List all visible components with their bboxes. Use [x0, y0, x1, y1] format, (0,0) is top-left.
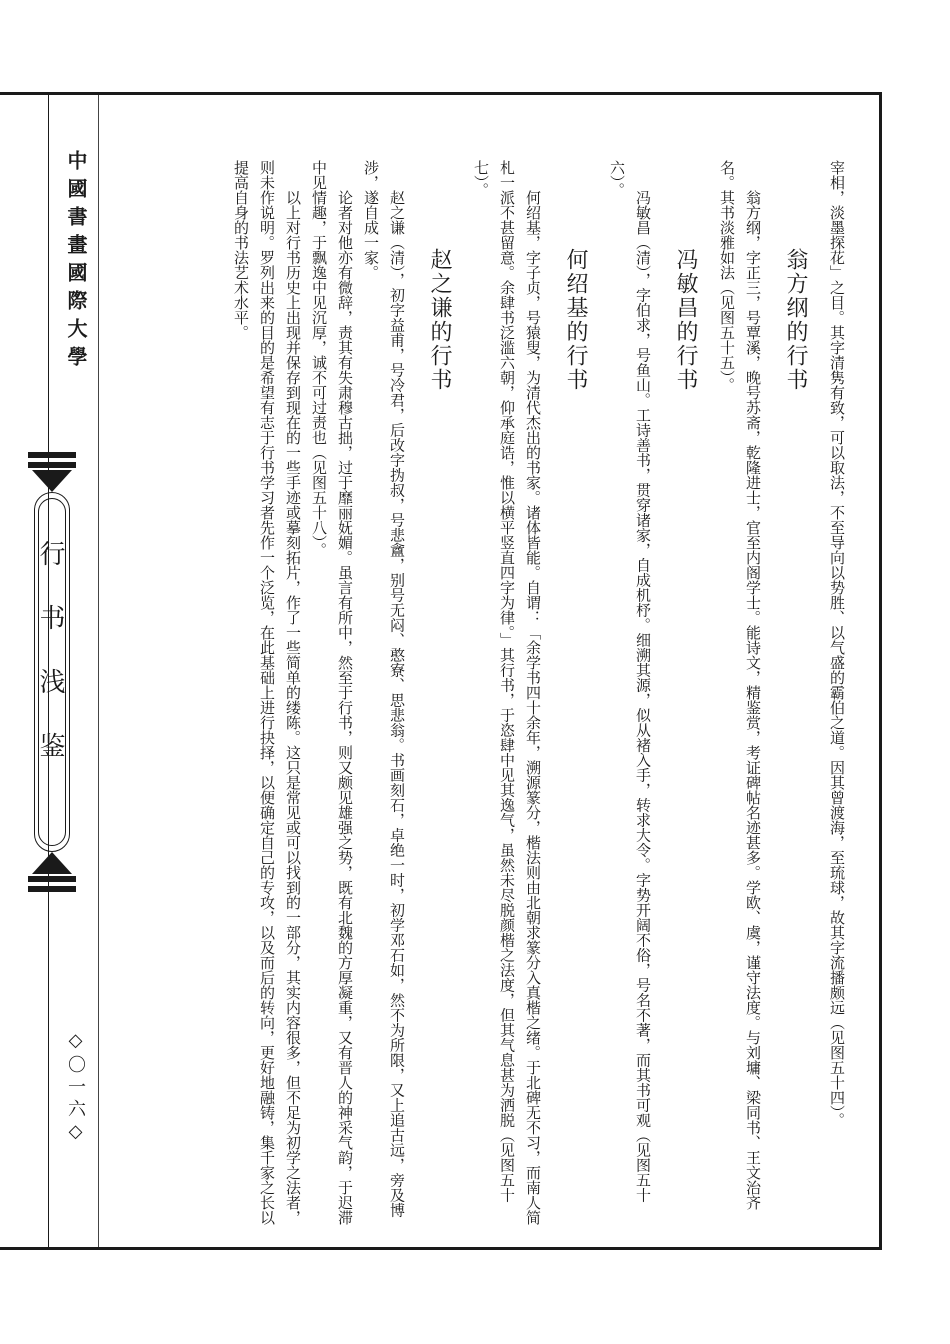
ornament-bar-top-2 — [28, 462, 76, 468]
page-number: ◇〇一六◇ — [65, 1030, 86, 1146]
ornament-bar-bottom-2 — [28, 886, 76, 892]
main-text — [150, 160, 850, 1230]
book-title: 行书浅鉴 — [35, 540, 65, 796]
university-name: 中國書畫國際大學 — [64, 150, 88, 374]
paragraph-continued: 宰相，淡墨探花」之目。其字清隽有致，可以取法，不至导向以势胜、以气盛的霸伯之道。因其曾渡海，至琉球，故其字流播颇远（见图五十四）。 — [828, 160, 846, 1128]
paragraph-he-shaoji: 何绍基，字子贞，号猿叟，为清代杰出的书家。诸体皆能。自谓：「余学书四十余年，溯源篆分，楷法则由北朝求篆分入真楷之绪。于北碑无不习，而南人简札一派不甚留意。余肆书泛滥六朝，仰承庭诰，惟以横平竖直四字为律。」其行书，于恣肆中见其逸气，虽然未尽脱颜楷之法度，但其气息甚为洒脱（见图五十七）。 — [472, 160, 542, 1225]
ornament-bar-bottom — [28, 876, 76, 882]
heading-feng-minchang: 冯敏昌的行书 — [673, 248, 698, 392]
paragraph-weng-fanggang: 翁方纲，字正三，号覃溪，晚号苏斋，乾隆进士，官至内阁学士。能诗文，精鉴赏，考证碑帖名迹甚多。学欧、虞，谨守法度。与刘墉、梁同书、王文治齐名。其书淡雅如法（见图五十五）。 — [718, 160, 762, 1210]
ornament-bar-top — [28, 452, 76, 458]
content-rule — [98, 95, 99, 1247]
heading-weng-fanggang: 翁方纲的行书 — [783, 248, 808, 392]
paragraph-zhao-zhiqian-1: 赵之谦（清），初字益甫，号冷君，后改字㧑叔，号悲盦，别号无闷、憨寮、思悲翁。书画刻石，卓绝一时，初学邓石如，然不为所限，又上追古远，旁及博涉，遂自成一家。 — [362, 160, 406, 1218]
heading-zhao-zhiqian: 赵之谦的行书 — [427, 248, 452, 392]
heading-he-shaoji: 何绍基的行书 — [563, 248, 588, 392]
paragraph-conclusion: 以上对行书历史上出现并保存到现在的一些手迹或摹刻拓片，作了一些简单的缕陈。这只是常见或可以找到的一部分，其实内容很多，但不足为初学之法者，则未作说明。罗列出来的目的是希望有志于行书学习者先作一个泛览，在此基础上进行抉择，以便确定自己的专攻，以及而后的转向，更好地融铸，集千家之长以提高自身的书法艺术水平。 — [232, 160, 302, 1225]
paragraph-feng-minchang: 冯敏昌（清），字伯求，号鱼山。工诗善书，贯穿诸家，自成机杼。细溯其源，似从褚入手，转求大令。字势开阔不俗，号名不著，而其书可观（见图五十六）。 — [608, 160, 652, 1203]
paragraph-zhao-zhiqian-2: 论者对他亦有微辞，责其有失肃穆古拙，过于靡丽妩媚。虽言有所中，然至于行书，则又颇见雄强之势，既有北魏的方厚凝重，又有晋人的神采气韵，于迟滞中见情趣，于飘逸中见沉厚，诚不可过责也（见图五十八）。 — [310, 160, 354, 1225]
